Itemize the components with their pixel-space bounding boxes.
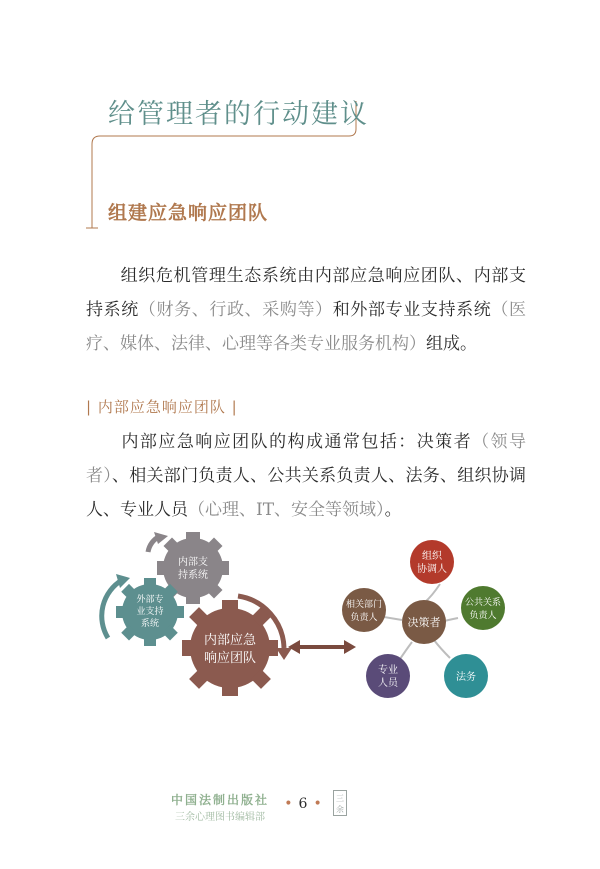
page-number-text: 6 [298, 796, 308, 812]
page-dot-left: • [284, 796, 293, 812]
logo-glyph-2: 余 [336, 805, 344, 814]
gear-main [182, 600, 278, 696]
node-bottom-left-line2: 人员 [378, 678, 398, 689]
node-right-line1: 公共关系 [464, 598, 502, 608]
gear-main-line2: 响应团队 [203, 651, 257, 666]
gear-top-line2: 持系统 [178, 570, 208, 581]
para1-text-4: （医疗、媒体、法律、心理等各类专业服务机构） [86, 300, 526, 354]
node-bottom-left-line1: 专业 [378, 665, 398, 676]
page-number [278, 796, 328, 812]
node-bottom-right-label: 法务 [456, 672, 476, 683]
footer-department: 三余心理图书编辑部 [175, 812, 265, 823]
section-title: 给管理者的行动建议 [108, 99, 369, 130]
para1-text-5: 组成。 [426, 334, 477, 354]
para2-text-3: 、相关部门负责人、公共关系负责人、法务、组织协调人、专业人员 [86, 466, 527, 520]
para1-text-2: （财务、行政、采购等） [138, 300, 333, 320]
paragraph-ecosystem [86, 259, 526, 361]
para2-text-5: 。 [384, 500, 402, 520]
gear-diagram [88, 530, 358, 700]
node-center [402, 600, 446, 644]
para2-text-1: 内部应急响应团队的构成通常包括：决策者 [120, 432, 473, 452]
node-right [461, 586, 505, 630]
node-center-label: 决策者 [407, 616, 441, 629]
para2-text-4: （心理、IT、安全等领域） [188, 500, 385, 520]
gear-top-line1: 内部支 [178, 557, 208, 568]
node-top [410, 540, 454, 584]
node-top-line1: 组织 [422, 551, 442, 562]
team-structure-diagram [340, 536, 510, 706]
node-bottom-left [366, 654, 410, 698]
node-left [342, 588, 386, 632]
gear-left [116, 578, 184, 646]
node-left-line2: 负责人 [350, 613, 378, 623]
para1-text-1: 组织危机管理生态系统由内部应急响应团队、内部支持系统 [86, 266, 526, 320]
node-top-line2: 协调人 [417, 564, 447, 575]
gear-left-line3: 系统 [140, 619, 160, 629]
node-left-line1: 相关部门 [345, 600, 383, 610]
gear-left-line2: 业支持 [136, 607, 164, 617]
para1-text-3: 和外部专业支持系统 [332, 300, 492, 320]
node-bottom-right [444, 654, 488, 698]
page-dot-right: • [313, 796, 322, 812]
footer-publisher: 中国法制出版社 [170, 793, 269, 807]
node-right-line2: 负责人 [469, 611, 497, 621]
publisher-logo-icon [333, 790, 347, 816]
gear-left-line1: 外部专 [136, 595, 164, 605]
tag-label: | 内部应急响应团队 | [86, 398, 238, 416]
gear-main-line1: 内部应急 [203, 633, 257, 648]
paragraph-team [86, 425, 526, 527]
para2-text-2: （领导者） [86, 432, 527, 486]
logo-glyph-1: 三 [336, 794, 344, 803]
subsection-title: 组建应急响应团队 [108, 202, 269, 224]
